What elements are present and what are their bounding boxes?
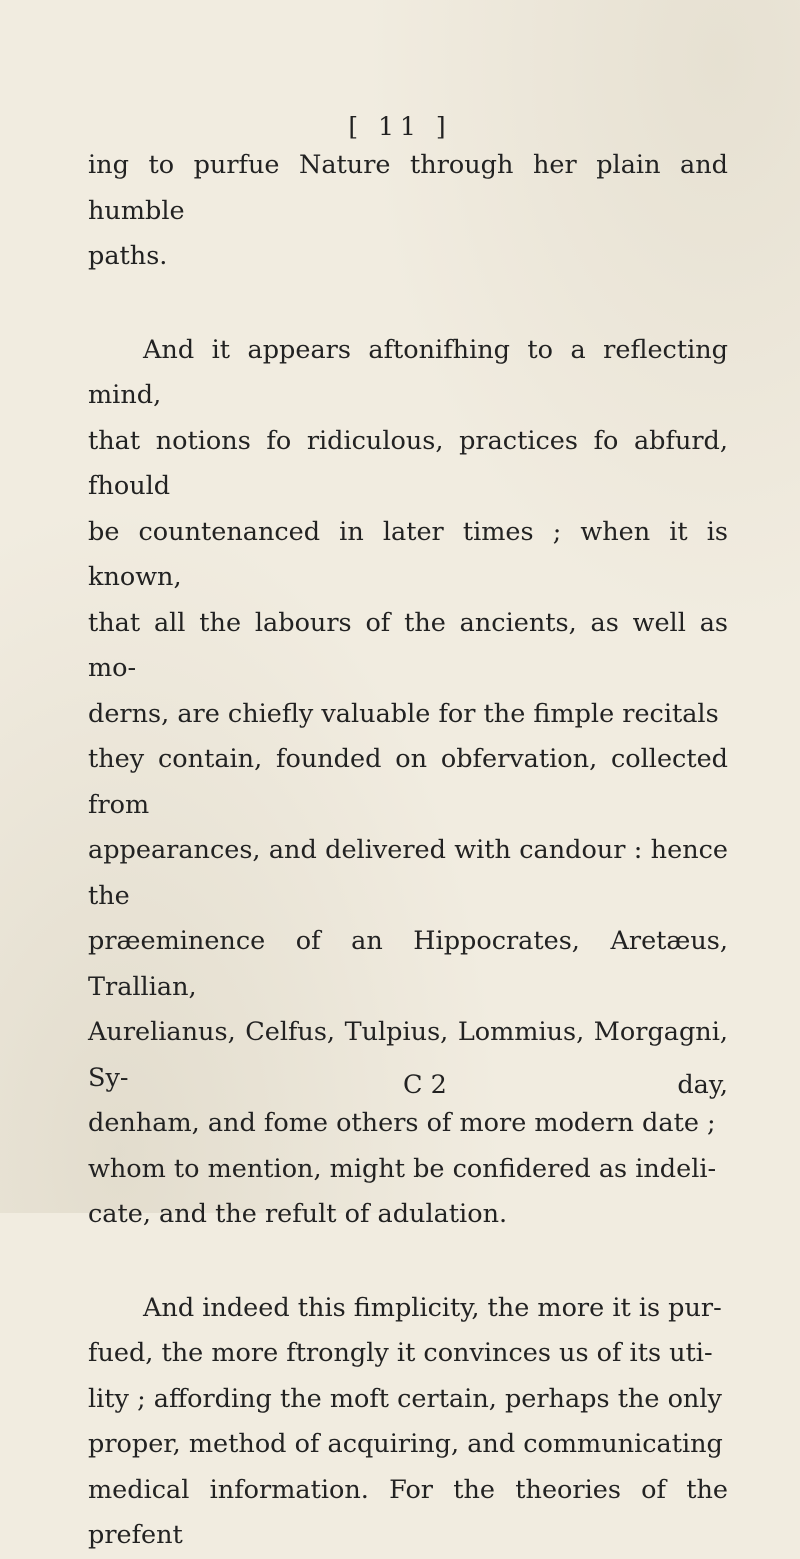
text-line: fued, the more ftrongly it convinces us of its uti- (88, 1338, 713, 1368)
text-line: præeminence of an Hippocrates, Aretæus, Trallian, (88, 926, 728, 1002)
text-line: proper, method of acquiring, and communicating (88, 1429, 723, 1459)
text-line: that notions fo ridiculous, practices fo abfurd, fhould (88, 425, 728, 501)
text-line: ing to purfue Nature through her plain and humble (88, 150, 728, 226)
text-line: medical information. For the theories of the prefent (88, 1474, 728, 1550)
text-line: paths. (88, 241, 168, 271)
text-line: whom to mention, might be confidered as indeli- (88, 1153, 717, 1184)
text-line: that all the labours of the ancients, as well as mo- (88, 607, 728, 683)
page-header (0, 112, 800, 141)
page-number: [ 11 ] (348, 112, 452, 141)
text-line: cate, and the refult of adulation. (88, 1199, 508, 1229)
text-line: they contain, founded on obfervation, collected from (88, 744, 728, 820)
text-line: And it appears aftonifhing to a reflecting mind, (88, 334, 728, 410)
text-line: lity ; affording the moft certain, perhaps the only (88, 1383, 722, 1414)
text-line: be countenanced in later times ; when it is known, (88, 516, 728, 592)
text-line: denham, and fome others of more modern date ; (88, 1108, 716, 1138)
body-text (88, 143, 728, 1559)
text-line: appearances, and delivered with candour : hence the (88, 835, 728, 911)
signature-mark: C 2 (403, 1070, 447, 1100)
catchword: day, (677, 1070, 728, 1100)
text-line: derns, are chiefly valuable for the fimple recitals (88, 698, 719, 729)
text-line: And indeed this fimplicity, the more it is pur- (143, 1292, 722, 1323)
text-line: Aurelianus, Celfus, Tulpius, Lommius, Morgagni, Sy- (88, 1017, 728, 1093)
